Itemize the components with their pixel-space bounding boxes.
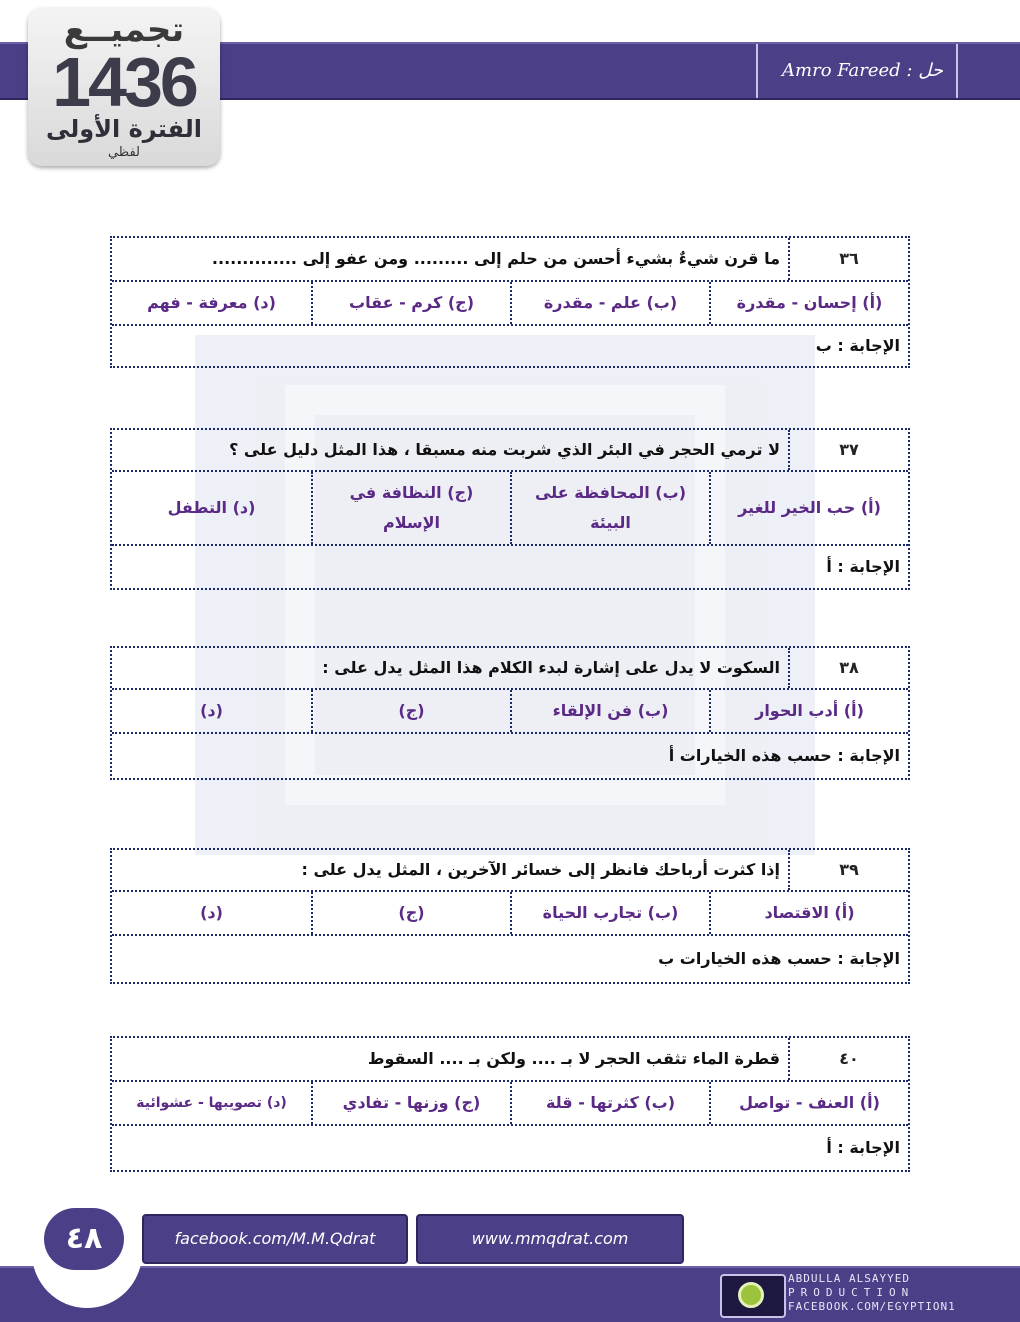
option-a[interactable]: (أ) أدب الحوار <box>709 690 908 732</box>
options-row <box>112 472 908 546</box>
camera-lens-icon <box>720 1274 786 1318</box>
lens-icon <box>738 1282 764 1308</box>
option-c[interactable]: (ج) <box>311 690 510 732</box>
credit-facebook: FACEBOOK.COM/EGYPTION1 <box>788 1300 956 1313</box>
question-card-40 <box>110 1036 910 1172</box>
option-b[interactable]: (ب) فن الإلقاء <box>510 690 709 732</box>
logo-title: تجميــع <box>63 10 185 50</box>
question-number: ٣٨ <box>788 648 908 688</box>
logo-year: 1436 <box>52 43 196 121</box>
option-c[interactable]: (ج) كرم - عقاب <box>311 282 510 324</box>
answer-text: الإجابة : أ <box>826 1138 900 1157</box>
options-row <box>112 892 908 936</box>
option-b[interactable]: (ب) تجارب الحياة <box>510 892 709 934</box>
production-credit <box>720 1272 1020 1318</box>
credit-production: PRODUCTION <box>788 1286 915 1299</box>
facebook-link[interactable]: facebook.com/M.M.Qdrat <box>142 1214 408 1264</box>
option-a[interactable]: (أ) الاقتصاد <box>709 892 908 934</box>
question-card-38 <box>110 646 910 780</box>
question-number: ٤٠ <box>788 1038 908 1080</box>
collection-logo <box>28 8 220 166</box>
question-number: ٣٧ <box>788 430 908 470</box>
option-a[interactable]: (أ) حب الخير للغير <box>709 472 908 544</box>
question-row <box>112 430 908 472</box>
header-divider <box>956 44 958 98</box>
options-row <box>112 1082 908 1126</box>
question-text: ما قرن شيءٌ بشيء أحسن من حلم إلى ......... ومن عفو إلى .............. <box>211 249 780 268</box>
question-card-37 <box>110 428 910 590</box>
answer-row <box>112 1126 908 1170</box>
answer-text: الإجابة : ب <box>815 336 900 355</box>
solver-credit: حل : Amro Fareed <box>782 60 943 81</box>
answer-text: الإجابة : حسب هذه الخيارات أ <box>668 746 900 765</box>
answer-row <box>112 326 908 366</box>
question-text: السكوت لا يدل على إشارة لبدء الكلام هذا المثل يدل على : <box>322 658 780 677</box>
question-number: ٣٩ <box>788 850 908 890</box>
question-card-39 <box>110 848 910 984</box>
question-text: قطرة الماء تثقب الحجر لا بـ .... ولكن بـ .... السقوط <box>367 1049 780 1068</box>
option-b[interactable]: (ب) علم - مقدرة <box>510 282 709 324</box>
logo-subtitle: الفترة الأولى <box>45 115 203 143</box>
option-b[interactable]: (ب) المحافظة على البيئة <box>510 472 709 544</box>
option-c[interactable]: (ج) النظافة في الإسلام <box>311 472 510 544</box>
question-row <box>112 850 908 892</box>
answer-row <box>112 936 908 982</box>
question-row <box>112 1038 908 1082</box>
question-card-36 <box>110 236 910 368</box>
option-d[interactable]: (د) <box>200 701 223 720</box>
option-c[interactable]: (ج) <box>311 892 510 934</box>
page-number: ٤٨ <box>44 1208 124 1270</box>
question-number: ٣٦ <box>788 238 908 280</box>
answer-row <box>112 734 908 778</box>
credit-text <box>788 1272 1020 1314</box>
header-divider <box>756 44 758 98</box>
answer-text: الإجابة : حسب هذه الخيارات ب <box>658 949 900 968</box>
question-text: إذا كثرت أرباحك فانظر إلى خسائر الآخرين ، المثل يدل على : <box>301 860 780 879</box>
page-number-badge <box>32 1198 142 1308</box>
website-link[interactable]: www.mmqdrat.com <box>416 1214 684 1264</box>
option-b[interactable]: (ب) كثرتها - قلة <box>510 1082 709 1124</box>
option-d[interactable]: (د) التطفل <box>167 498 256 517</box>
question-row <box>112 238 908 282</box>
option-c[interactable]: (ج) وزنها - تفادي <box>311 1082 510 1124</box>
answer-row <box>112 546 908 588</box>
options-row <box>112 282 908 326</box>
question-row <box>112 648 908 690</box>
option-a[interactable]: (أ) العنف - تواصل <box>709 1082 908 1124</box>
answer-text: الإجابة : أ <box>826 557 900 576</box>
logo-section: لفظي <box>107 145 141 160</box>
option-a[interactable]: (أ) إحسان - مقدرة <box>709 282 908 324</box>
credit-name: ABDULLA ALSAYYED <box>788 1272 910 1285</box>
question-text: لا ترمي الحجر في البئر الذي شربت منه مسبقا ، هذا المثل دليل على ؟ <box>229 440 780 459</box>
options-row <box>112 690 908 734</box>
option-d[interactable]: (د) <box>200 903 223 922</box>
option-d[interactable]: (د) معرفة - فهم <box>147 293 276 312</box>
option-d[interactable]: (د) تصويبها - عشوائية <box>136 1095 287 1111</box>
